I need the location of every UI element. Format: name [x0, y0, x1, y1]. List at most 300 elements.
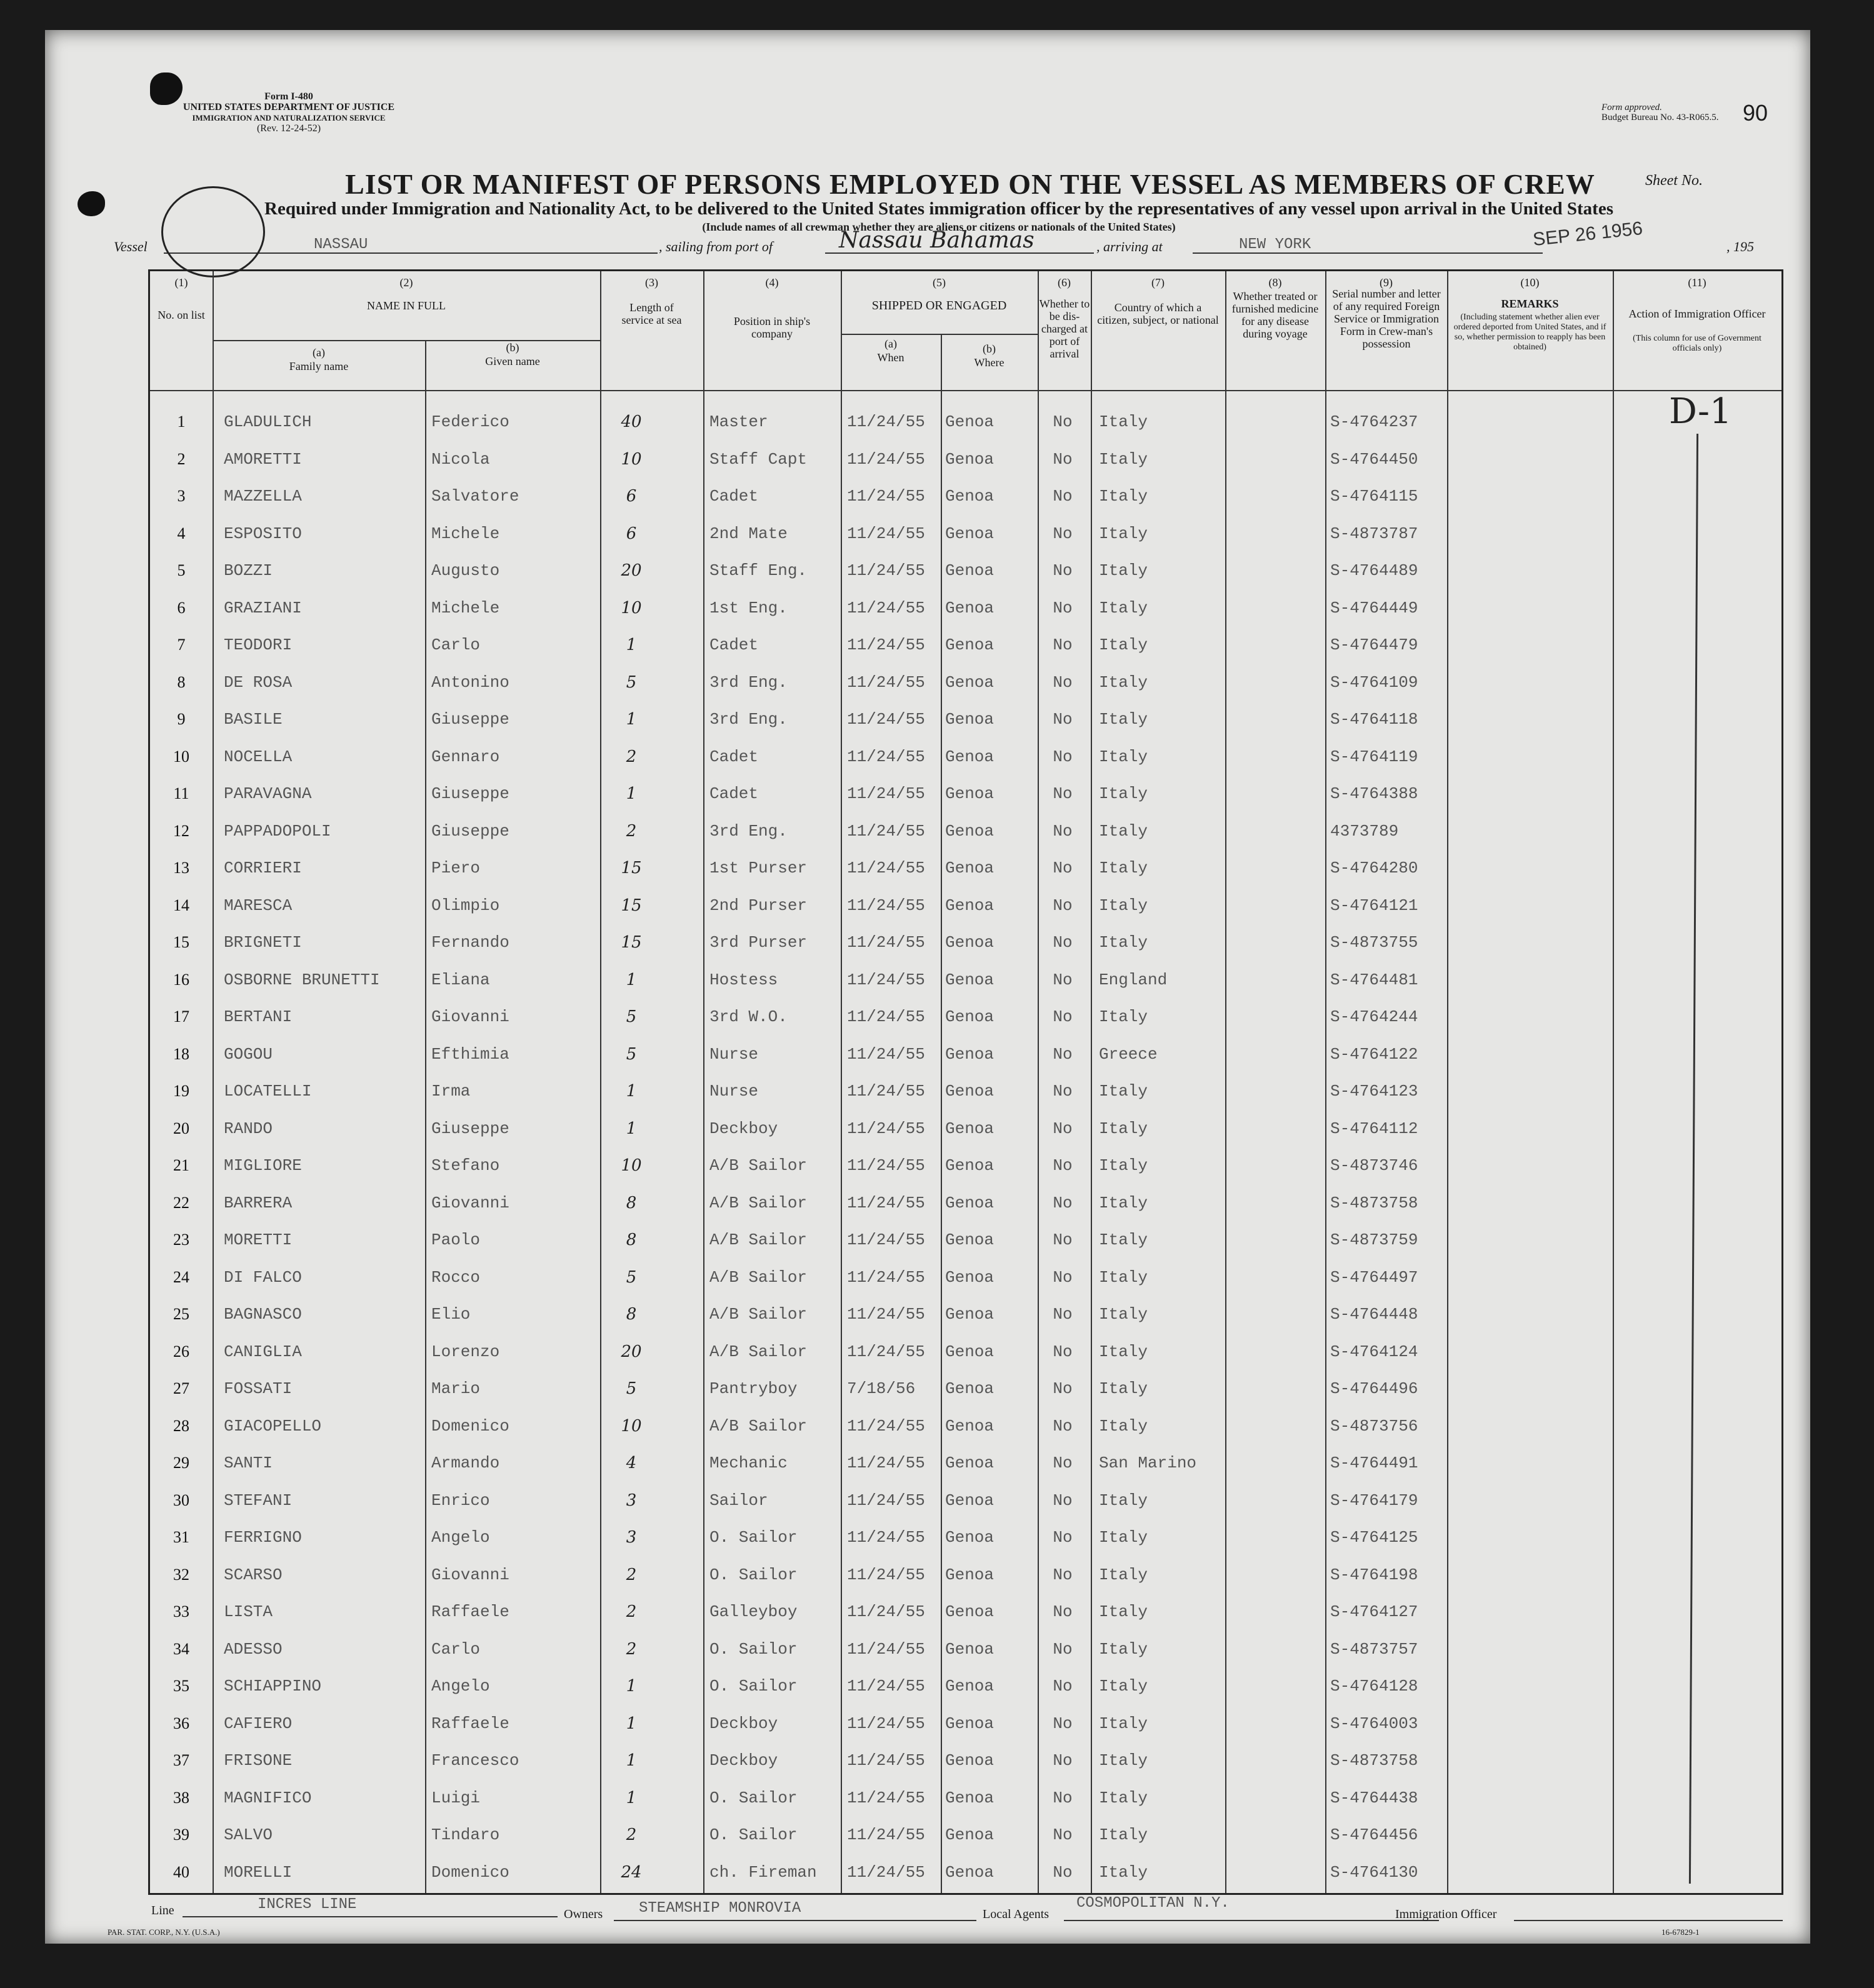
shipped-where: Genoa	[945, 449, 995, 469]
shipped-when: 11/24/55	[847, 1826, 925, 1844]
service-length: 1	[626, 970, 637, 989]
country: Italy	[1099, 1639, 1148, 1659]
row-number: 24	[173, 1267, 189, 1286]
serial-number: S-4764449	[1330, 598, 1418, 617]
discharge-status: No	[1053, 710, 1073, 729]
family-name: GRAZIANI	[224, 598, 302, 617]
family-name: FERRIGNO	[224, 1528, 302, 1547]
discharge-status: No	[1053, 1416, 1073, 1436]
family-name: BERTANI	[224, 1007, 293, 1026]
position: Staff Capt	[709, 449, 808, 469]
given-name: Antonino	[431, 672, 509, 692]
row-number: 40	[173, 1862, 189, 1881]
given-name: Mario	[431, 1379, 481, 1398]
service-length: 10	[621, 598, 642, 617]
agents-value: COSMOPOLITAN N.Y.	[1076, 1895, 1230, 1912]
line-value: INCRES LINE	[258, 1896, 357, 1913]
col-num: (6)	[1058, 276, 1071, 289]
header-family-name: Family name	[289, 360, 349, 372]
service-length: 15	[621, 896, 642, 915]
officer-field-line	[1514, 1904, 1783, 1921]
shipped-where: Genoa	[945, 598, 995, 617]
shipped-when: 11/24/55	[847, 1193, 925, 1212]
serial-number: S-4873757	[1330, 1639, 1418, 1659]
family-name: SCHIAPPINO	[224, 1677, 322, 1696]
position: O. Sailor	[709, 1677, 798, 1696]
family-name: SANTI	[224, 1454, 273, 1472]
shipped-where: Genoa	[945, 1677, 995, 1696]
family-name: PARAVAGNA	[224, 784, 312, 803]
form-approved-text: Form approved.	[1601, 102, 1662, 112]
serial-number: S-4873758	[1330, 1193, 1418, 1212]
given-name: Fernando	[431, 933, 509, 952]
table-row	[150, 1184, 1781, 1221]
shipped-where: Genoa	[945, 1826, 995, 1844]
service-length: 10	[621, 449, 642, 469]
footer-line	[108, 1895, 1795, 1924]
row-number: 19	[173, 1082, 189, 1100]
given-name: Michele	[431, 598, 500, 617]
row-number: 33	[173, 1602, 189, 1621]
row-number: 5	[177, 561, 186, 579]
shipped-when: 11/24/55	[847, 1677, 925, 1696]
discharge-status: No	[1053, 1491, 1073, 1510]
table-row	[150, 1816, 1781, 1853]
row-number: 39	[173, 1826, 189, 1844]
discharge-status: No	[1053, 1826, 1073, 1844]
position: A/B Sailor	[709, 1231, 808, 1249]
discharge-status: No	[1053, 1007, 1073, 1026]
position: Pantryboy	[709, 1379, 798, 1398]
serial-number: S-4764118	[1330, 710, 1418, 729]
position: 3rd Purser	[709, 933, 808, 952]
shipped-where: Genoa	[945, 412, 995, 431]
shipped-where: Genoa	[945, 1751, 995, 1770]
discharge-status: No	[1053, 1305, 1073, 1324]
agents-label: Local Agents	[983, 1907, 1050, 1921]
country: Italy	[1099, 487, 1148, 506]
col-num: (5)	[933, 276, 946, 289]
header-divider	[150, 390, 1781, 391]
table-row	[150, 1407, 1781, 1444]
row-number: 37	[173, 1751, 189, 1769]
serial-number: S-4764112	[1330, 1119, 1418, 1138]
service-length: 1	[626, 636, 637, 654]
shipped-when: 11/24/55	[847, 1267, 925, 1287]
shipped-when: 11/24/55	[847, 1007, 925, 1026]
row-number: 36	[173, 1714, 189, 1732]
form-number: Form I-480	[264, 91, 313, 102]
service-length: 5	[626, 1044, 637, 1064]
row-number: 14	[173, 896, 189, 914]
position: A/B Sailor	[709, 1416, 808, 1436]
serial-number: S-4764122	[1330, 1044, 1418, 1064]
given-name: Elio	[431, 1305, 471, 1324]
family-name: GIACOPELLO	[224, 1416, 322, 1436]
country: Italy	[1099, 1193, 1148, 1212]
family-name: BRIGNETI	[224, 933, 302, 952]
shipped-when: 11/24/55	[847, 821, 925, 841]
row-number: 2	[177, 449, 186, 468]
serial-number: S-4764448	[1330, 1305, 1418, 1324]
family-name: PAPPADOPOLI	[224, 821, 331, 841]
shipped-when: 11/24/55	[847, 1528, 925, 1547]
service-length: 5	[626, 1379, 637, 1398]
country: Italy	[1099, 598, 1148, 617]
family-name: MORELLI	[224, 1862, 293, 1882]
country: Italy	[1099, 524, 1148, 543]
given-name: Efthimia	[431, 1044, 509, 1064]
discharge-status: No	[1053, 859, 1073, 877]
service-length: 3	[626, 1491, 637, 1510]
discharge-status: No	[1053, 1565, 1073, 1584]
serial-number: S-4764123	[1330, 1082, 1418, 1101]
service-length: 8	[626, 1193, 637, 1212]
shipped-where: Genoa	[945, 1342, 995, 1361]
service-length: 8	[626, 1231, 637, 1249]
position: Cadet	[709, 784, 759, 803]
service-length: 1	[626, 1714, 637, 1733]
discharge-status: No	[1053, 1342, 1073, 1361]
discharge-status: No	[1053, 1602, 1073, 1621]
discharge-status: No	[1053, 1082, 1073, 1101]
family-name: RANDO	[224, 1119, 273, 1138]
position: O. Sailor	[709, 1565, 798, 1584]
country: Italy	[1099, 1826, 1148, 1844]
department-name: UNITED STATES DEPARTMENT OF JUSTICE	[183, 102, 395, 112]
row-number: 13	[173, 859, 189, 877]
table-row	[150, 700, 1781, 737]
discharge-status: No	[1053, 636, 1073, 654]
row-number: 8	[177, 672, 186, 691]
form-identifier	[151, 91, 426, 134]
given-name: Francesco	[431, 1751, 519, 1770]
row-number: 16	[173, 970, 189, 989]
shipped-when: 11/24/55	[847, 710, 925, 729]
table-row	[150, 663, 1781, 701]
shipped-when: 11/24/55	[847, 1602, 925, 1621]
family-name: CAFIERO	[224, 1714, 293, 1733]
position: A/B Sailor	[709, 1193, 808, 1212]
table-row	[150, 1556, 1781, 1593]
country: Italy	[1099, 1714, 1148, 1733]
position: 3rd W.O.	[709, 1007, 788, 1026]
table-row	[150, 849, 1781, 886]
arriving-port: NEW YORK	[1239, 236, 1311, 253]
page-subtitle: Required under Immigration and Nationality Act, to be delivered to the United States immigration officer by the representatives of any vessel upon arrival in the United States	[264, 199, 1613, 219]
position: Sailor	[709, 1491, 768, 1510]
serial-number: S-4764124	[1330, 1342, 1418, 1361]
manifest-page	[45, 30, 1810, 1944]
ink-blot-side	[78, 191, 105, 216]
line-field-line	[183, 1900, 558, 1917]
country: Italy	[1099, 412, 1148, 431]
table-row	[150, 551, 1781, 589]
country: Italy	[1099, 1342, 1148, 1361]
service-length: 1	[626, 1788, 637, 1807]
row-number: 23	[173, 1231, 189, 1249]
table-row	[150, 477, 1781, 514]
discharge-status: No	[1053, 1639, 1073, 1659]
shipped-where: Genoa	[945, 1305, 995, 1324]
service-length: 6	[626, 487, 637, 506]
page-title: LIST OR MANIFEST OF PERSONS EMPLOYED ON THE VESSEL AS MEMBERS OF CREW	[345, 168, 1595, 200]
serial-number: S-4764456	[1330, 1826, 1418, 1844]
col-num: (1)	[174, 276, 188, 289]
country: Italy	[1099, 1751, 1148, 1770]
shipped-where: Genoa	[945, 1119, 995, 1138]
col-num: (7)	[1151, 276, 1165, 289]
shipped-where: Genoa	[945, 784, 995, 803]
vessel-name: NASSAU	[314, 236, 368, 253]
given-name: Gennaro	[431, 747, 500, 766]
family-name: SALVO	[224, 1826, 273, 1844]
row-number: 1	[177, 412, 186, 431]
given-name: Angelo	[431, 1677, 490, 1696]
table-row	[150, 1853, 1781, 1891]
given-name: Eliana	[431, 970, 490, 989]
serial-number: S-4764127	[1330, 1602, 1418, 1621]
position: 3rd Eng.	[709, 672, 788, 692]
shipped-when: 11/24/55	[847, 1305, 925, 1324]
shipped-when: 11/24/55	[847, 1751, 925, 1770]
header-name-in-full: NAME IN FULL	[367, 299, 446, 312]
table-row	[150, 1109, 1781, 1147]
given-name: Michele	[431, 524, 500, 543]
shipped-where: Genoa	[945, 970, 995, 989]
discharge-status: No	[1053, 449, 1073, 469]
service-length: 40	[621, 412, 642, 431]
family-name: DI FALCO	[224, 1267, 302, 1287]
discharge-status: No	[1053, 970, 1073, 989]
row-number: 27	[173, 1379, 189, 1397]
shipped-when: 11/24/55	[847, 1788, 925, 1807]
row-number: 32	[173, 1565, 189, 1584]
shipped-where: Genoa	[945, 487, 995, 506]
country: Italy	[1099, 859, 1148, 877]
shipped-where: Genoa	[945, 1379, 995, 1398]
country: Italy	[1099, 1156, 1148, 1175]
header-length-service: Length of service at sea	[621, 301, 682, 326]
given-name: Giovanni	[431, 1193, 509, 1212]
table-row	[150, 1444, 1781, 1481]
given-name: Giuseppe	[431, 821, 509, 841]
header-when: When	[877, 351, 904, 364]
row-number: 17	[173, 1007, 189, 1026]
shipped-where: Genoa	[945, 1602, 995, 1621]
table-row	[150, 737, 1781, 775]
col-num: (3)	[645, 276, 658, 289]
row-number: 25	[173, 1305, 189, 1323]
shipped-when: 11/24/55	[847, 1565, 925, 1584]
shipped-when: 11/24/55	[847, 412, 925, 431]
shipped-where: Genoa	[945, 710, 995, 729]
given-name: Stefano	[431, 1156, 500, 1175]
row-number: 10	[173, 747, 189, 766]
header-when-idx: (a)	[884, 337, 897, 350]
position: O. Sailor	[709, 1639, 798, 1659]
position: 2nd Mate	[709, 524, 788, 543]
family-name: ESPOSITO	[224, 524, 302, 543]
discharge-status: No	[1053, 412, 1073, 431]
shipped-where: Genoa	[945, 1231, 995, 1249]
header-given-idx: (b)	[506, 341, 519, 354]
action-mark: D-1	[1669, 391, 1732, 432]
serial-number: S-4764438	[1330, 1788, 1418, 1807]
position: ch. Fireman	[709, 1862, 817, 1882]
line-label: Line	[151, 1904, 174, 1917]
col-num: (10)	[1520, 276, 1540, 289]
shipped-when: 11/24/55	[847, 561, 925, 580]
table-row	[150, 1035, 1781, 1072]
serial-number: S-4764479	[1330, 636, 1418, 654]
discharge-status: No	[1053, 1267, 1073, 1287]
given-name: Augusto	[431, 561, 500, 580]
position: O. Sailor	[709, 1528, 798, 1547]
subheader-divider	[841, 334, 1038, 335]
given-name: Domenico	[431, 1416, 509, 1436]
shipped-when: 11/24/55	[847, 449, 925, 469]
crew-rows	[150, 402, 1781, 1890]
position: Hostess	[709, 970, 778, 989]
header-action-officer: Action of Immigration Officer	[1628, 307, 1766, 320]
serial-number: S-4764130	[1330, 1862, 1418, 1882]
row-number: 21	[173, 1156, 189, 1174]
country: Italy	[1099, 1082, 1148, 1101]
family-name: MAZZELLA	[224, 487, 302, 506]
crew-table	[148, 269, 1783, 1895]
serial-number: S-4764003	[1330, 1714, 1418, 1733]
country: Italy	[1099, 449, 1148, 469]
shipped-when: 11/24/55	[847, 1156, 925, 1175]
country: Italy	[1099, 1491, 1148, 1510]
family-name: OSBORNE BRUNETTI	[224, 970, 380, 989]
header-given-name: Given name	[485, 355, 540, 367]
table-row	[150, 923, 1781, 961]
position: Mechanic	[709, 1454, 788, 1472]
discharge-status: No	[1053, 1862, 1073, 1882]
country: Italy	[1099, 1379, 1148, 1398]
family-name: TEODORI	[224, 636, 293, 654]
table-row	[150, 1481, 1781, 1519]
shipped-when: 11/24/55	[847, 1416, 925, 1436]
shipped-where: Genoa	[945, 636, 995, 654]
country: Italy	[1099, 1788, 1148, 1807]
shipped-where: Genoa	[945, 1156, 995, 1175]
service-length: 5	[626, 672, 637, 692]
col-num: (8)	[1268, 276, 1282, 289]
shipped-when: 11/24/55	[847, 747, 925, 766]
row-number: 11	[173, 784, 189, 802]
shipped-where: Genoa	[945, 896, 995, 915]
row-number: 31	[173, 1528, 189, 1546]
discharge-status: No	[1053, 1044, 1073, 1064]
service-length: 1	[626, 1751, 637, 1770]
service-length: 2	[626, 1602, 637, 1621]
vessel-label: Vessel	[114, 239, 148, 254]
shipped-where: Genoa	[945, 1082, 995, 1101]
serial-number: S-4764481	[1330, 970, 1418, 989]
discharge-status: No	[1053, 1379, 1073, 1398]
shipped-where: Genoa	[945, 1639, 995, 1659]
table-row	[150, 1369, 1781, 1407]
position: 3rd Eng.	[709, 710, 788, 729]
position: Deckboy	[709, 1751, 778, 1770]
row-number: 4	[177, 524, 186, 542]
discharge-status: No	[1053, 524, 1073, 543]
row-number: 6	[177, 598, 186, 617]
page-subnote: (Include names of all crewman whether they are aliens or citizens or nationals of the United States)	[702, 221, 1176, 233]
country: Italy	[1099, 821, 1148, 841]
shipped-when: 11/24/55	[847, 859, 925, 877]
position: Master	[709, 412, 768, 431]
family-name: BOZZI	[224, 561, 273, 580]
service-length: 4	[626, 1454, 637, 1472]
header-family-idx: (a)	[313, 346, 325, 359]
shipped-when: 11/24/55	[847, 896, 925, 915]
row-number: 28	[173, 1416, 189, 1435]
service-length: 1	[626, 1677, 637, 1696]
family-name: MARESCA	[224, 896, 293, 915]
family-name: SCARSO	[224, 1565, 283, 1584]
shipped-where: Genoa	[945, 1528, 995, 1547]
family-name: NOCELLA	[224, 747, 293, 766]
position: O. Sailor	[709, 1826, 798, 1844]
family-name: STEFANI	[224, 1491, 293, 1510]
serial-number: S-4764198	[1330, 1565, 1418, 1584]
discharge-status: No	[1053, 1751, 1073, 1770]
country: Italy	[1099, 1862, 1148, 1882]
family-name: CANIGLIA	[224, 1342, 302, 1361]
service-length: 1	[626, 710, 637, 729]
shipped-where: Genoa	[945, 1454, 995, 1472]
form-code: 16-67829-1	[1661, 1927, 1700, 1937]
shipped-where: Genoa	[945, 1193, 995, 1212]
shipped-when: 11/24/55	[847, 1454, 925, 1472]
owners-value: STEAMSHIP MONROVIA	[639, 1900, 801, 1917]
table-row	[150, 1779, 1781, 1816]
family-name: FRISONE	[224, 1751, 293, 1770]
serial-number: S-4873758	[1330, 1751, 1418, 1770]
table-row	[150, 1221, 1781, 1258]
position: O. Sailor	[709, 1788, 798, 1807]
shipped-when: 11/24/55	[847, 1491, 925, 1510]
position: Deckboy	[709, 1714, 778, 1733]
position: Deckboy	[709, 1119, 778, 1138]
discharge-status: No	[1053, 561, 1073, 580]
service-length: 2	[626, 1639, 637, 1659]
family-name: GLADULICH	[224, 412, 312, 431]
table-row	[150, 1518, 1781, 1556]
service-length: 10	[621, 1416, 642, 1436]
service-length: 8	[626, 1305, 637, 1324]
year-label: , 195	[1726, 239, 1754, 254]
row-number: 35	[173, 1677, 189, 1695]
family-name: CORRIERI	[224, 859, 302, 877]
service-length: 15	[621, 933, 642, 952]
given-name: Carlo	[431, 636, 481, 654]
row-number: 18	[173, 1044, 189, 1063]
service-length: 6	[626, 524, 637, 543]
shipped-when: 11/24/55	[847, 970, 925, 989]
family-name: ADESSO	[224, 1639, 283, 1659]
header-no-on-list: No. on list	[158, 309, 205, 321]
country: Italy	[1099, 1305, 1148, 1324]
table-row	[150, 402, 1781, 440]
shipped-when: 11/24/55	[847, 487, 925, 506]
header-serial-number: Serial number and letter of any required Foreign Service or Immigration Form in Crew-man's possession	[1332, 287, 1441, 350]
serial-number: S-4764450	[1330, 449, 1418, 469]
